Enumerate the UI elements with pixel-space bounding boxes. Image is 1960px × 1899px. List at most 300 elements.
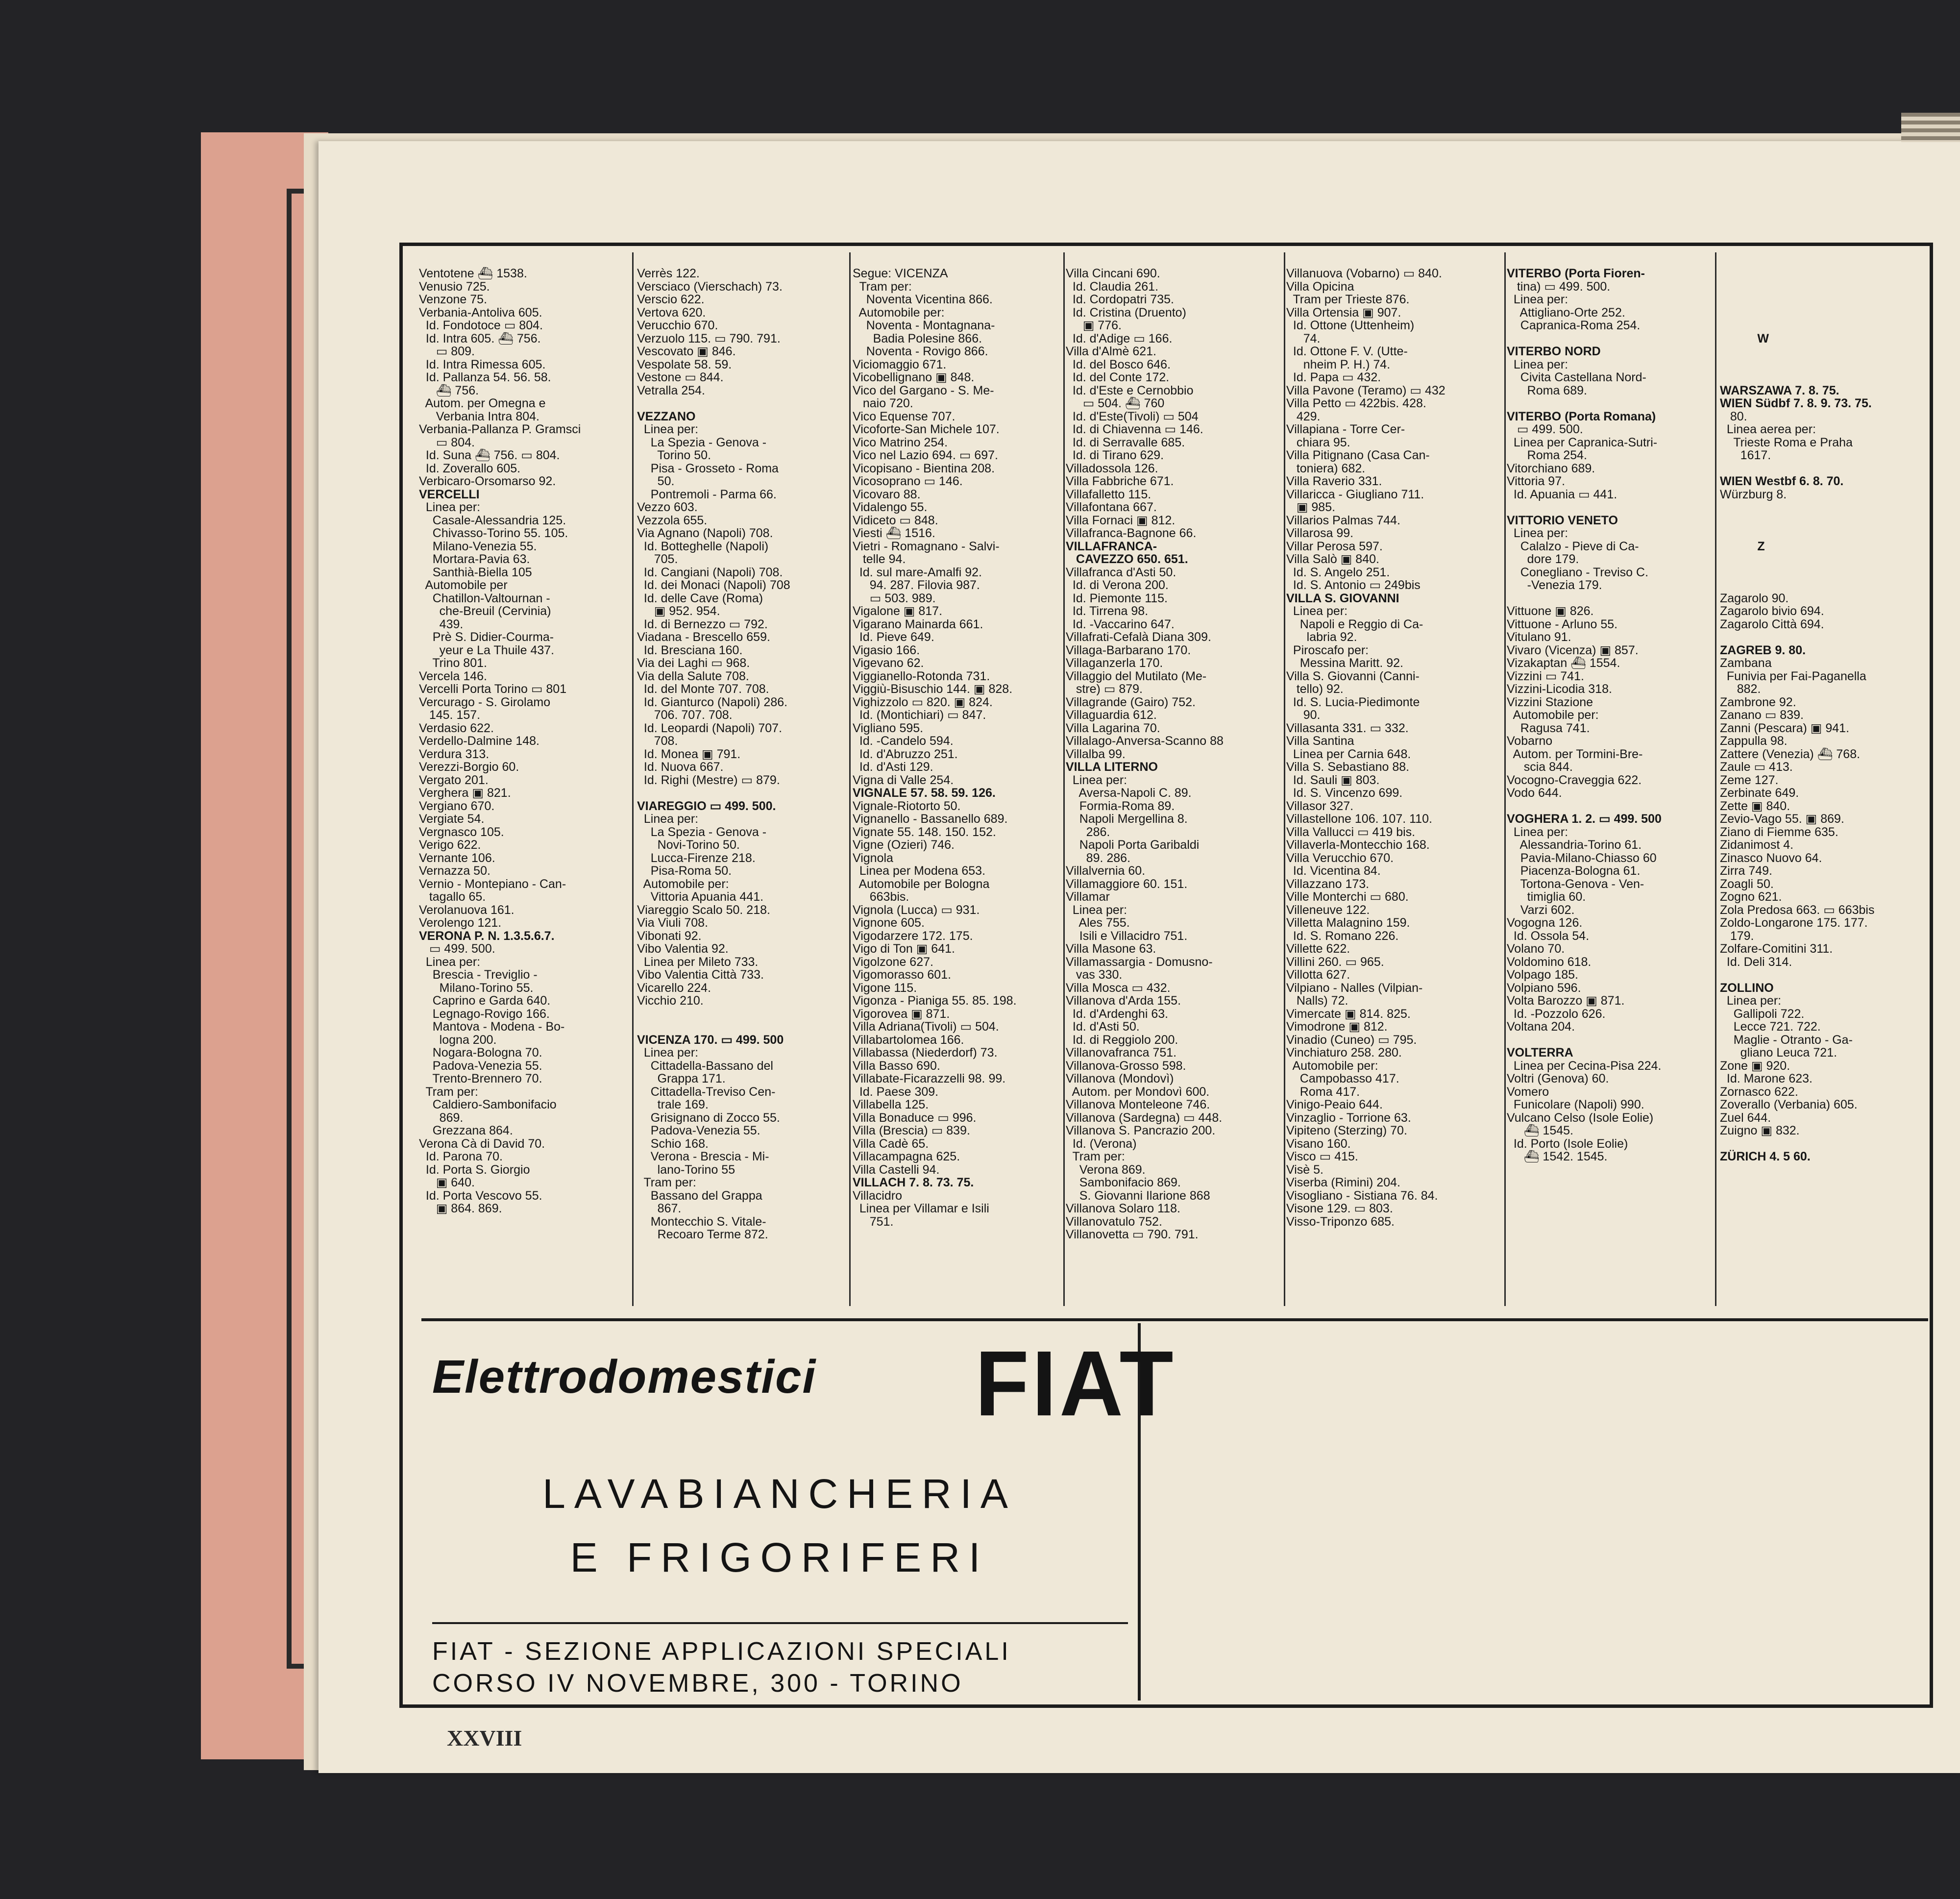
station-entry: Villanuova (Vobarno) ▭ 840. xyxy=(1286,267,1442,280)
station-entry: Mortara-Pavia 63. xyxy=(419,552,530,566)
station-heading: VITERBO (Porta Fioren- xyxy=(1507,267,1645,280)
station-entry: 706. 707. 708. xyxy=(637,708,733,722)
station-entry: Vicovaro 88. xyxy=(853,487,921,501)
station-entry: Verdello-Dalmine 148. xyxy=(419,734,539,748)
station-entry: Conegliano - Treviso C. xyxy=(1507,565,1649,579)
ad-headline-1: LAVABIANCHERIA xyxy=(542,1471,1017,1517)
station-entry: Id. Gianturco (Napoli) 286. xyxy=(637,695,788,709)
station-entry: Trino 801. xyxy=(419,656,487,670)
station-entry: Villarios Palmas 744. xyxy=(1286,513,1400,527)
station-entry: naio 720. xyxy=(853,396,913,410)
station-entry: -Venezia 179. xyxy=(1507,578,1602,592)
station-entry: Vilpiano - Nalles (Vilpian- xyxy=(1286,981,1423,995)
station-entry: Id. Tirrena 98. xyxy=(1066,604,1149,618)
station-entry: Trento-Brennero 70. xyxy=(419,1072,542,1085)
station-entry: tagallo 65. xyxy=(419,890,486,904)
station-entry: Linea per: xyxy=(1507,526,1568,540)
station-entry: Montecchio S. Vitale- xyxy=(637,1214,766,1229)
station-entry: Autom. per Tormini-Bre- xyxy=(1507,747,1643,761)
station-entry: Id. Pieve 649. xyxy=(853,630,934,644)
station-entry: Villanova-Grosso 598. xyxy=(1066,1059,1186,1073)
station-entry: Vinzaglio - Torrione 63. xyxy=(1286,1110,1411,1125)
station-entry: Tram per: xyxy=(419,1085,478,1099)
station-entry xyxy=(1720,267,1921,280)
station-entry: Vicarello 224. xyxy=(637,981,711,995)
station-entry: Vitorchiano 689. xyxy=(1507,461,1595,475)
station-entry: Vicoforte-San Michele 107. xyxy=(853,422,1000,436)
station-entry: Viggianello-Rotonda 731. xyxy=(853,669,990,683)
station-entry: Linea per: xyxy=(637,812,699,826)
station-entry: La Spezia - Genova - xyxy=(637,435,767,449)
station-entry: 751. xyxy=(853,1214,894,1229)
station-heading: VEZZANO xyxy=(637,409,696,423)
station-entry: Aversa-Napoli C. 89. xyxy=(1066,786,1192,800)
station-entry: Padova-Venezia 55. xyxy=(637,1124,760,1137)
station-entry: 867. xyxy=(637,1202,682,1215)
station-entry: Vignale-Riotorto 50. xyxy=(853,799,961,813)
station-entry: Vizzini-Licodia 318. xyxy=(1507,682,1612,696)
station-entry: che-Breuil (Cervinia) xyxy=(419,604,551,618)
station-entry: Villette 622. xyxy=(1286,942,1350,956)
station-entry: Id. Vicentina 84. xyxy=(1286,864,1381,878)
station-entry: Verolanuova 161. xyxy=(419,903,514,917)
station-entry: Visogliano - Sistiana 76. 84. xyxy=(1286,1188,1438,1203)
station-entry: Noventa Vicentina 866. xyxy=(853,293,993,306)
station-entry: Visco ▭ 415. xyxy=(1286,1150,1358,1163)
station-entry: Zerbinate 649. xyxy=(1720,786,1799,800)
station-entry: Villafrati-Cefalà Diana 309. xyxy=(1066,630,1211,644)
station-entry: Vittuone ▣ 826. xyxy=(1507,604,1594,618)
station-entry: Id. sul mare-Amalfi 92. xyxy=(853,565,982,579)
station-heading: Z xyxy=(1720,539,1765,553)
station-entry: Recoaro Terme 872. xyxy=(637,1228,768,1241)
station-entry: Vibo Valentia Città 733. xyxy=(637,968,764,982)
station-entry: Vizzini Stazione xyxy=(1507,695,1593,709)
station-entry: Verigo 622. xyxy=(419,838,481,852)
station-entry: Volta Barozzo ▣ 871. xyxy=(1507,994,1625,1008)
station-entry: dore 179. xyxy=(1507,552,1579,566)
station-entry: Linea per: xyxy=(1286,604,1348,618)
station-entry: Venusio 725. xyxy=(419,279,490,294)
station-entry: Napoli e Reggio di Ca- xyxy=(1286,617,1423,631)
station-entry: Cittadella-Treviso Cen- xyxy=(637,1085,776,1099)
station-entry: Viciomaggio 671. xyxy=(853,357,947,371)
station-entry: Id. (Verona) xyxy=(1066,1136,1137,1151)
station-entry: Villa S. Giovanni (Canni- xyxy=(1286,669,1420,683)
station-entry: Id. Cangiani (Napoli) 708. xyxy=(637,565,783,579)
station-entry: 1617. xyxy=(1720,448,1771,462)
station-entry: Villabate-Ficarazzelli 98. 99. xyxy=(853,1072,1006,1085)
station-entry: Id. Righi (Mestre) ▭ 879. xyxy=(637,773,780,787)
station-entry: Villamar xyxy=(1066,890,1110,904)
station-entry: Vimodrone ▣ 812. xyxy=(1286,1020,1388,1034)
station-entry: tello) 92. xyxy=(1286,682,1344,696)
directory-column-2 xyxy=(637,267,845,1311)
station-entry: Zeme 127. xyxy=(1720,773,1779,787)
station-entry: Id. S. Antonio ▭ 249bis xyxy=(1286,578,1421,592)
station-entry: Vignola (Lucca) ▭ 931. xyxy=(853,903,980,917)
station-entry: Villaggio del Mutilato (Me- xyxy=(1066,669,1207,683)
station-entry: Villaguardia 612. xyxy=(1066,708,1157,722)
station-entry: Id. Botteghelle (Napoli) xyxy=(637,539,769,553)
station-entry: Villanova Solaro 118. xyxy=(1066,1202,1180,1215)
station-entry: Villabassa (Niederdorf) 73. xyxy=(853,1046,998,1060)
station-entry: ▣ 776. xyxy=(1066,319,1122,332)
station-entry xyxy=(1720,968,1921,982)
station-entry: Vobarno xyxy=(1507,734,1553,748)
station-entry: Versciaco (Vierschach) 73. xyxy=(637,279,783,294)
station-entry: Id. Nuova 667. xyxy=(637,760,724,774)
station-entry: Vodo 644. xyxy=(1507,786,1562,800)
station-entry: Id. di Bernezzo ▭ 792. xyxy=(637,617,768,631)
station-entry: Verona 869. xyxy=(1066,1162,1146,1177)
station-heading: VIAREGGIO ▭ 499. 500. xyxy=(637,799,776,813)
station-entry: 179. xyxy=(1720,929,1754,943)
station-entry: Linea per: xyxy=(1507,293,1568,306)
station-entry: Vittoria 97. xyxy=(1507,474,1566,488)
station-entry: Lecce 721. 722. xyxy=(1720,1020,1821,1034)
station-entry: Villafontana 667. xyxy=(1066,500,1157,514)
station-entry: Vigna di Valle 254. xyxy=(853,773,954,787)
station-entry: Id. Leopardi (Napoli) 707. xyxy=(637,721,783,735)
station-entry: Capranica-Roma 254. xyxy=(1507,319,1641,332)
station-entry: Viserba (Rimini) 204. xyxy=(1286,1176,1400,1189)
station-entry: Villalago-Anversa-Scanno 88 xyxy=(1066,734,1224,748)
station-entry: Vinchiaturo 258. 280. xyxy=(1286,1046,1402,1060)
station-entry: Vignate 55. 148. 150. 152. xyxy=(853,825,996,839)
station-entry: Vittoria Apuania 441. xyxy=(637,890,764,904)
station-entry: Verezzi-Borgio 60. xyxy=(419,760,519,774)
station-entry xyxy=(1720,501,1921,514)
station-entry: Piroscafo per: xyxy=(1286,643,1369,657)
station-entry: Messina Maritt. 92. xyxy=(1286,656,1403,670)
station-entry: Verbania-Antoliva 605. xyxy=(419,305,542,320)
station-entry: Visè 5. xyxy=(1286,1162,1323,1177)
station-entry xyxy=(637,787,845,800)
station-entry: Zette ▣ 840. xyxy=(1720,799,1790,813)
station-entry: Novi-Torino 50. xyxy=(637,838,740,852)
station-entry: Ales 755. xyxy=(1066,916,1130,930)
station-entry: Vivaro (Vicenza) ▣ 857. xyxy=(1507,643,1639,657)
station-entry: Villa Santina xyxy=(1286,734,1354,748)
station-entry: Id. del Monte 707. 708. xyxy=(637,682,769,696)
station-entry: 74. xyxy=(1286,331,1321,345)
station-entry: Villalba 99. xyxy=(1066,747,1126,761)
station-entry: ⛴ 1542. 1545. xyxy=(1507,1150,1608,1163)
station-entry: Villamassargia - Domusno- xyxy=(1066,955,1213,969)
station-entry: Villanovetta ▭ 790. 791. xyxy=(1066,1228,1199,1241)
station-entry: 89. 286. xyxy=(1066,851,1131,865)
station-entry: Vigonza - Pianiga 55. 85. 198. xyxy=(853,994,1017,1008)
station-entry: Vocogno-Craveggia 622. xyxy=(1507,773,1642,787)
station-entry: Villeneuve 122. xyxy=(1286,903,1370,917)
station-entry: ▭ 809. xyxy=(419,345,475,358)
station-entry: Villa Vallucci ▭ 419 bis. xyxy=(1286,825,1416,839)
station-entry: Verolengo 121. xyxy=(419,916,502,930)
station-entry: ▣ 864. 869. xyxy=(419,1202,502,1215)
station-entry: Legnago-Rovigo 166. xyxy=(419,1007,550,1021)
station-entry: Vitulano 91. xyxy=(1507,630,1571,644)
station-entry: Zoldo-Longarone 175. 177. xyxy=(1720,916,1868,930)
station-entry: Chivasso-Torino 55. 105. xyxy=(419,526,568,540)
station-entry: Vezzo 603. xyxy=(637,500,698,514)
station-entry: Id. Cristina (Druento) xyxy=(1066,305,1186,320)
station-entry: Villa Adriana(Tivoli) ▭ 504. xyxy=(853,1020,999,1034)
station-entry: Zagarolo Città 694. xyxy=(1720,617,1824,631)
station-entry: Verrès 122. xyxy=(637,267,700,280)
station-entry: Via Viuli 708. xyxy=(637,916,709,930)
station-entry: Via Agnano (Napoli) 708. xyxy=(637,526,773,540)
station-heading: WIEN Südbf 7. 8. 9. 73. 75. xyxy=(1720,396,1872,410)
station-entry: Badia Polesine 866. xyxy=(853,331,982,345)
station-entry: Voldomino 618. xyxy=(1507,955,1592,969)
station-entry: 429. xyxy=(1286,409,1321,423)
station-entry: Vestone ▭ 844. xyxy=(637,370,724,384)
station-heading: W xyxy=(1720,331,1769,345)
station-entry: Vercurago - S. Girolamo xyxy=(419,695,551,709)
station-entry: ⛴ 1545. xyxy=(1507,1124,1573,1137)
station-entry: Funicolare (Napoli) 990. xyxy=(1507,1098,1644,1111)
station-entry: Id. Claudia 261. xyxy=(1066,279,1159,294)
station-entry: Zone ▣ 920. xyxy=(1720,1059,1790,1073)
station-entry: Napoli Porta Garibaldi xyxy=(1066,838,1200,852)
station-entry: ▭ 804. xyxy=(419,435,475,449)
station-entry: Verbania Intra 804. xyxy=(419,409,539,423)
station-entry: Id. di Chiavenna ▭ 146. xyxy=(1066,422,1203,436)
station-entry: Villaverla-Montecchio 168. xyxy=(1286,838,1430,852)
station-entry: Bassano del Grappa xyxy=(637,1188,762,1203)
station-entry: Milano-Venezia 55. xyxy=(419,539,537,553)
station-entry: Villa Pavone (Teramo) ▭ 432 xyxy=(1286,383,1446,397)
station-entry: Vulcano Celso (Isole Eolie) xyxy=(1507,1110,1654,1125)
station-entry: Vico del Gargano - S. Me- xyxy=(853,383,994,397)
station-entry: Villa Basso 690. xyxy=(853,1059,940,1073)
station-entry: Noventa - Montagnana- xyxy=(853,319,995,332)
station-entry: Id. Deli 314. xyxy=(1720,955,1792,969)
station-entry: Id. Cordopatri 735. xyxy=(1066,293,1174,306)
station-heading: VITERBO (Porta Romana) xyxy=(1507,409,1656,423)
station-entry: Villanova S. Pancrazio 200. xyxy=(1066,1124,1216,1137)
station-entry: Zattere (Venezia) ⛴ 768. xyxy=(1720,747,1861,761)
station-entry: Torino 50. xyxy=(637,448,711,462)
station-entry: ▭ 503. 989. xyxy=(853,591,936,605)
directory-column-1 xyxy=(419,267,627,1311)
station-entry: Tortona-Genova - Ven- xyxy=(1507,877,1644,891)
directory-column-7 xyxy=(1720,267,1921,1311)
directory-column-4 xyxy=(1066,267,1281,1311)
station-entry: Prè S. Didier-Courma- xyxy=(419,630,554,644)
station-entry: Villabella 125. xyxy=(853,1098,929,1111)
station-entry: Vignola xyxy=(853,851,893,865)
station-entry: Villalvernia 60. xyxy=(1066,864,1146,878)
directory-column-3 xyxy=(853,267,1061,1311)
station-entry: Id. Porto (Isole Eolie) xyxy=(1507,1136,1628,1151)
station-entry: Id. Parona 70. xyxy=(419,1150,503,1163)
station-entry: Vomero xyxy=(1507,1085,1549,1099)
station-entry: Alessandria-Torino 61. xyxy=(1507,838,1642,852)
station-entry: Id. Porta S. Giorgio xyxy=(419,1162,530,1177)
station-entry: Villabartolomea 166. xyxy=(853,1033,964,1047)
station-entry: Mantova - Modena - Bo- xyxy=(419,1020,565,1034)
station-entry: yeur e La Thuile 437. xyxy=(419,643,555,657)
station-entry: Pontremoli - Parma 66. xyxy=(637,487,777,501)
station-entry: Linea per Cecina-Pisa 224. xyxy=(1507,1059,1662,1073)
station-entry: 439. xyxy=(419,617,464,631)
station-entry: toniera) 682. xyxy=(1286,461,1366,475)
station-entry: 705. xyxy=(637,552,678,566)
station-entry: Vignone 605. xyxy=(853,916,925,930)
station-entry: ▣ 952. 954. xyxy=(637,604,720,618)
station-entry: Vibo Valentia 92. xyxy=(637,942,729,956)
station-entry: Vernante 106. xyxy=(419,851,495,865)
station-entry: Villafalletto 115. xyxy=(1066,487,1152,501)
station-entry: Id. Sauli ▣ 803. xyxy=(1286,773,1380,787)
fiat-advertisement xyxy=(421,1323,1176,1701)
ad-brand-text: Elettrodomestici xyxy=(432,1351,817,1403)
station-entry: Autom. per Mondovì 600. xyxy=(1066,1085,1210,1099)
station-entry: Villa Ortensia ▣ 907. xyxy=(1286,305,1401,320)
station-entry: Roma 254. xyxy=(1507,448,1587,462)
station-entry: ▣ 985. xyxy=(1286,500,1336,514)
station-entry: Verona - Brescia - Mi- xyxy=(637,1150,769,1163)
station-entry xyxy=(1720,566,1921,579)
station-entry: Id. d'Este e Cernobbio xyxy=(1066,383,1194,397)
station-entry: Funivia per Fai-Paganella xyxy=(1720,669,1866,683)
station-entry: Padova-Venezia 55. xyxy=(419,1059,542,1073)
station-entry xyxy=(1507,592,1713,605)
station-entry: Via dei Laghi ▭ 968. xyxy=(637,656,750,670)
station-entry: 80. xyxy=(1720,409,1747,423)
station-entry: Attigliano-Orte 252. xyxy=(1507,305,1625,320)
station-entry: Villastellone 106. 107. 110. xyxy=(1286,812,1432,826)
station-entry: Vimercate ▣ 814. 825. xyxy=(1286,1007,1411,1021)
station-entry: Vizakaptan ⛴ 1554. xyxy=(1507,656,1620,670)
station-entry: Zagarolo 90. xyxy=(1720,591,1789,605)
station-entry: Villa Castelli 94. xyxy=(853,1162,940,1177)
station-heading: ZÜRICH 4. 5 60. xyxy=(1720,1150,1811,1163)
station-entry: La Spezia - Genova - xyxy=(637,825,767,839)
station-entry: Id. del Bosco 646. xyxy=(1066,357,1171,371)
station-entry: Vigevano 62. xyxy=(853,656,924,670)
station-entry: Id. Porta Vescovo 55. xyxy=(419,1188,542,1203)
station-entry: Sambonifacio 869. xyxy=(1066,1176,1181,1189)
station-entry xyxy=(1507,397,1713,410)
column-divider xyxy=(632,252,634,1306)
station-entry: Villa Verucchio 670. xyxy=(1286,851,1394,865)
station-entry: Vigolzone 627. xyxy=(853,955,933,969)
station-entry: Vizzini ▭ 741. xyxy=(1507,669,1584,683)
station-entry: trale 169. xyxy=(637,1098,709,1111)
station-entry: Visano 160. xyxy=(1286,1136,1351,1151)
station-entry: Ville Monterchi ▭ 680. xyxy=(1286,890,1409,904)
station-entry: Id. di Tirano 629. xyxy=(1066,448,1164,462)
station-heading: VITTORIO VENETO xyxy=(1507,513,1618,527)
station-entry xyxy=(1720,462,1921,475)
station-entry: Villa Petto ▭ 422bis. 428. xyxy=(1286,396,1426,410)
column-divider xyxy=(1284,252,1285,1306)
station-entry: Automobile per: xyxy=(1286,1059,1378,1073)
station-entry: Tram per: xyxy=(1066,1150,1125,1163)
station-entry: Vicosoprano ▭ 146. xyxy=(853,474,963,488)
station-entry: Trieste Roma e Praha xyxy=(1720,435,1853,449)
station-heading: ZAGREB 9. 80. xyxy=(1720,643,1806,657)
station-entry: Id. Ottone (Uttenheim) xyxy=(1286,319,1415,332)
station-entry: Maglie - Otranto - Ga- xyxy=(1720,1033,1853,1047)
station-entry: Villarosa 99. xyxy=(1286,526,1354,540)
station-entry: Verghera ▣ 821. xyxy=(419,786,511,800)
station-entry: Piacenza-Bologna 61. xyxy=(1507,864,1641,878)
station-entry: Villanova d'Arda 155. xyxy=(1066,994,1181,1008)
station-entry: Zuel 644. xyxy=(1720,1110,1771,1125)
station-entry xyxy=(1720,293,1921,306)
station-entry xyxy=(1720,631,1921,644)
station-heading: VITERBO NORD xyxy=(1507,345,1601,358)
station-entry: Villacampagna 625. xyxy=(853,1150,960,1163)
station-entry: Vernazza 50. xyxy=(419,864,490,878)
station-entry: Vico nel Lazio 694. ▭ 697. xyxy=(853,448,998,462)
station-entry: Linea per Mileto 733. xyxy=(637,955,759,969)
station-entry: Vigalone ▣ 817. xyxy=(853,604,943,618)
station-entry: Zanano ▭ 839. xyxy=(1720,708,1804,722)
station-entry: Viareggio Scalo 50. 218. xyxy=(637,903,770,917)
station-entry: 94. 287. Filovia 987. xyxy=(853,578,980,592)
station-entry: Linea per: xyxy=(419,955,481,969)
station-entry: Id. Fondotoce ▭ 804. xyxy=(419,319,543,332)
station-entry: Id. di Reggiolo 200. xyxy=(1066,1033,1178,1047)
station-entry: Viesti ⛴ 1516. xyxy=(853,526,935,540)
station-entry: Varzi 602. xyxy=(1507,903,1575,917)
station-entry: Villanovatulo 752. xyxy=(1066,1214,1162,1229)
station-entry: Casale-Alessandria 125. xyxy=(419,513,566,527)
station-entry: Villar Perosa 597. xyxy=(1286,539,1383,553)
station-entry: Vigliano 595. xyxy=(853,721,924,735)
station-entry: Id. Marone 623. xyxy=(1720,1072,1813,1085)
station-entry: Vicopisano - Bientina 208. xyxy=(853,461,995,475)
station-entry xyxy=(1720,527,1921,540)
station-entry: Verucchio 670. xyxy=(637,319,718,332)
station-entry: Zoverallo (Verbania) 605. xyxy=(1720,1098,1858,1111)
station-entry: Vespolate 58. 59. xyxy=(637,357,732,371)
station-entry: Zaule ▭ 413. xyxy=(1720,760,1793,774)
station-entry: Isili e Villacidro 751. xyxy=(1066,929,1188,943)
station-entry: Villa Opicina xyxy=(1286,279,1354,294)
station-entry: Vigone 115. xyxy=(853,981,917,995)
station-entry: Schio 168. xyxy=(637,1136,709,1151)
station-entry: Pisa - Grosseto - Roma xyxy=(637,461,779,475)
station-entry: Linea per Capranica-Sutri- xyxy=(1507,435,1658,449)
station-entry: Linea per: xyxy=(419,500,481,514)
station-entry: Villa Bonaduce ▭ 996. xyxy=(853,1110,977,1125)
station-entry: Vergnasco 105. xyxy=(419,825,504,839)
station-entry: Id. d'Ardenghi 63. xyxy=(1066,1007,1169,1021)
station-heading: VILLA LITERNO xyxy=(1066,760,1158,774)
station-entry: chiara 95. xyxy=(1286,435,1350,449)
station-entry: Vicchio 210. xyxy=(637,994,704,1008)
station-entry: Villagrande (Gairo) 752. xyxy=(1066,695,1196,709)
station-entry: Automobile per: xyxy=(853,305,945,320)
station-entry: Id. S. Lucia-Piedimonte xyxy=(1286,695,1420,709)
station-entry: Vidalengo 55. xyxy=(853,500,928,514)
directory-column-5 xyxy=(1286,267,1502,1311)
station-entry: ⛴ 756. xyxy=(419,383,479,397)
station-entry: Villazzano 173. xyxy=(1286,877,1370,891)
station-entry: Villaga-Barbarano 170. xyxy=(1066,643,1191,657)
station-entry: Nalls) 72. xyxy=(1286,994,1348,1008)
station-entry: Vergato 201. xyxy=(419,773,489,787)
station-entry: Id. -Pozzolo 626. xyxy=(1507,1007,1606,1021)
station-entry: Pisa-Roma 50. xyxy=(637,864,732,878)
station-entry: Calalzo - Pieve di Ca- xyxy=(1507,539,1639,553)
